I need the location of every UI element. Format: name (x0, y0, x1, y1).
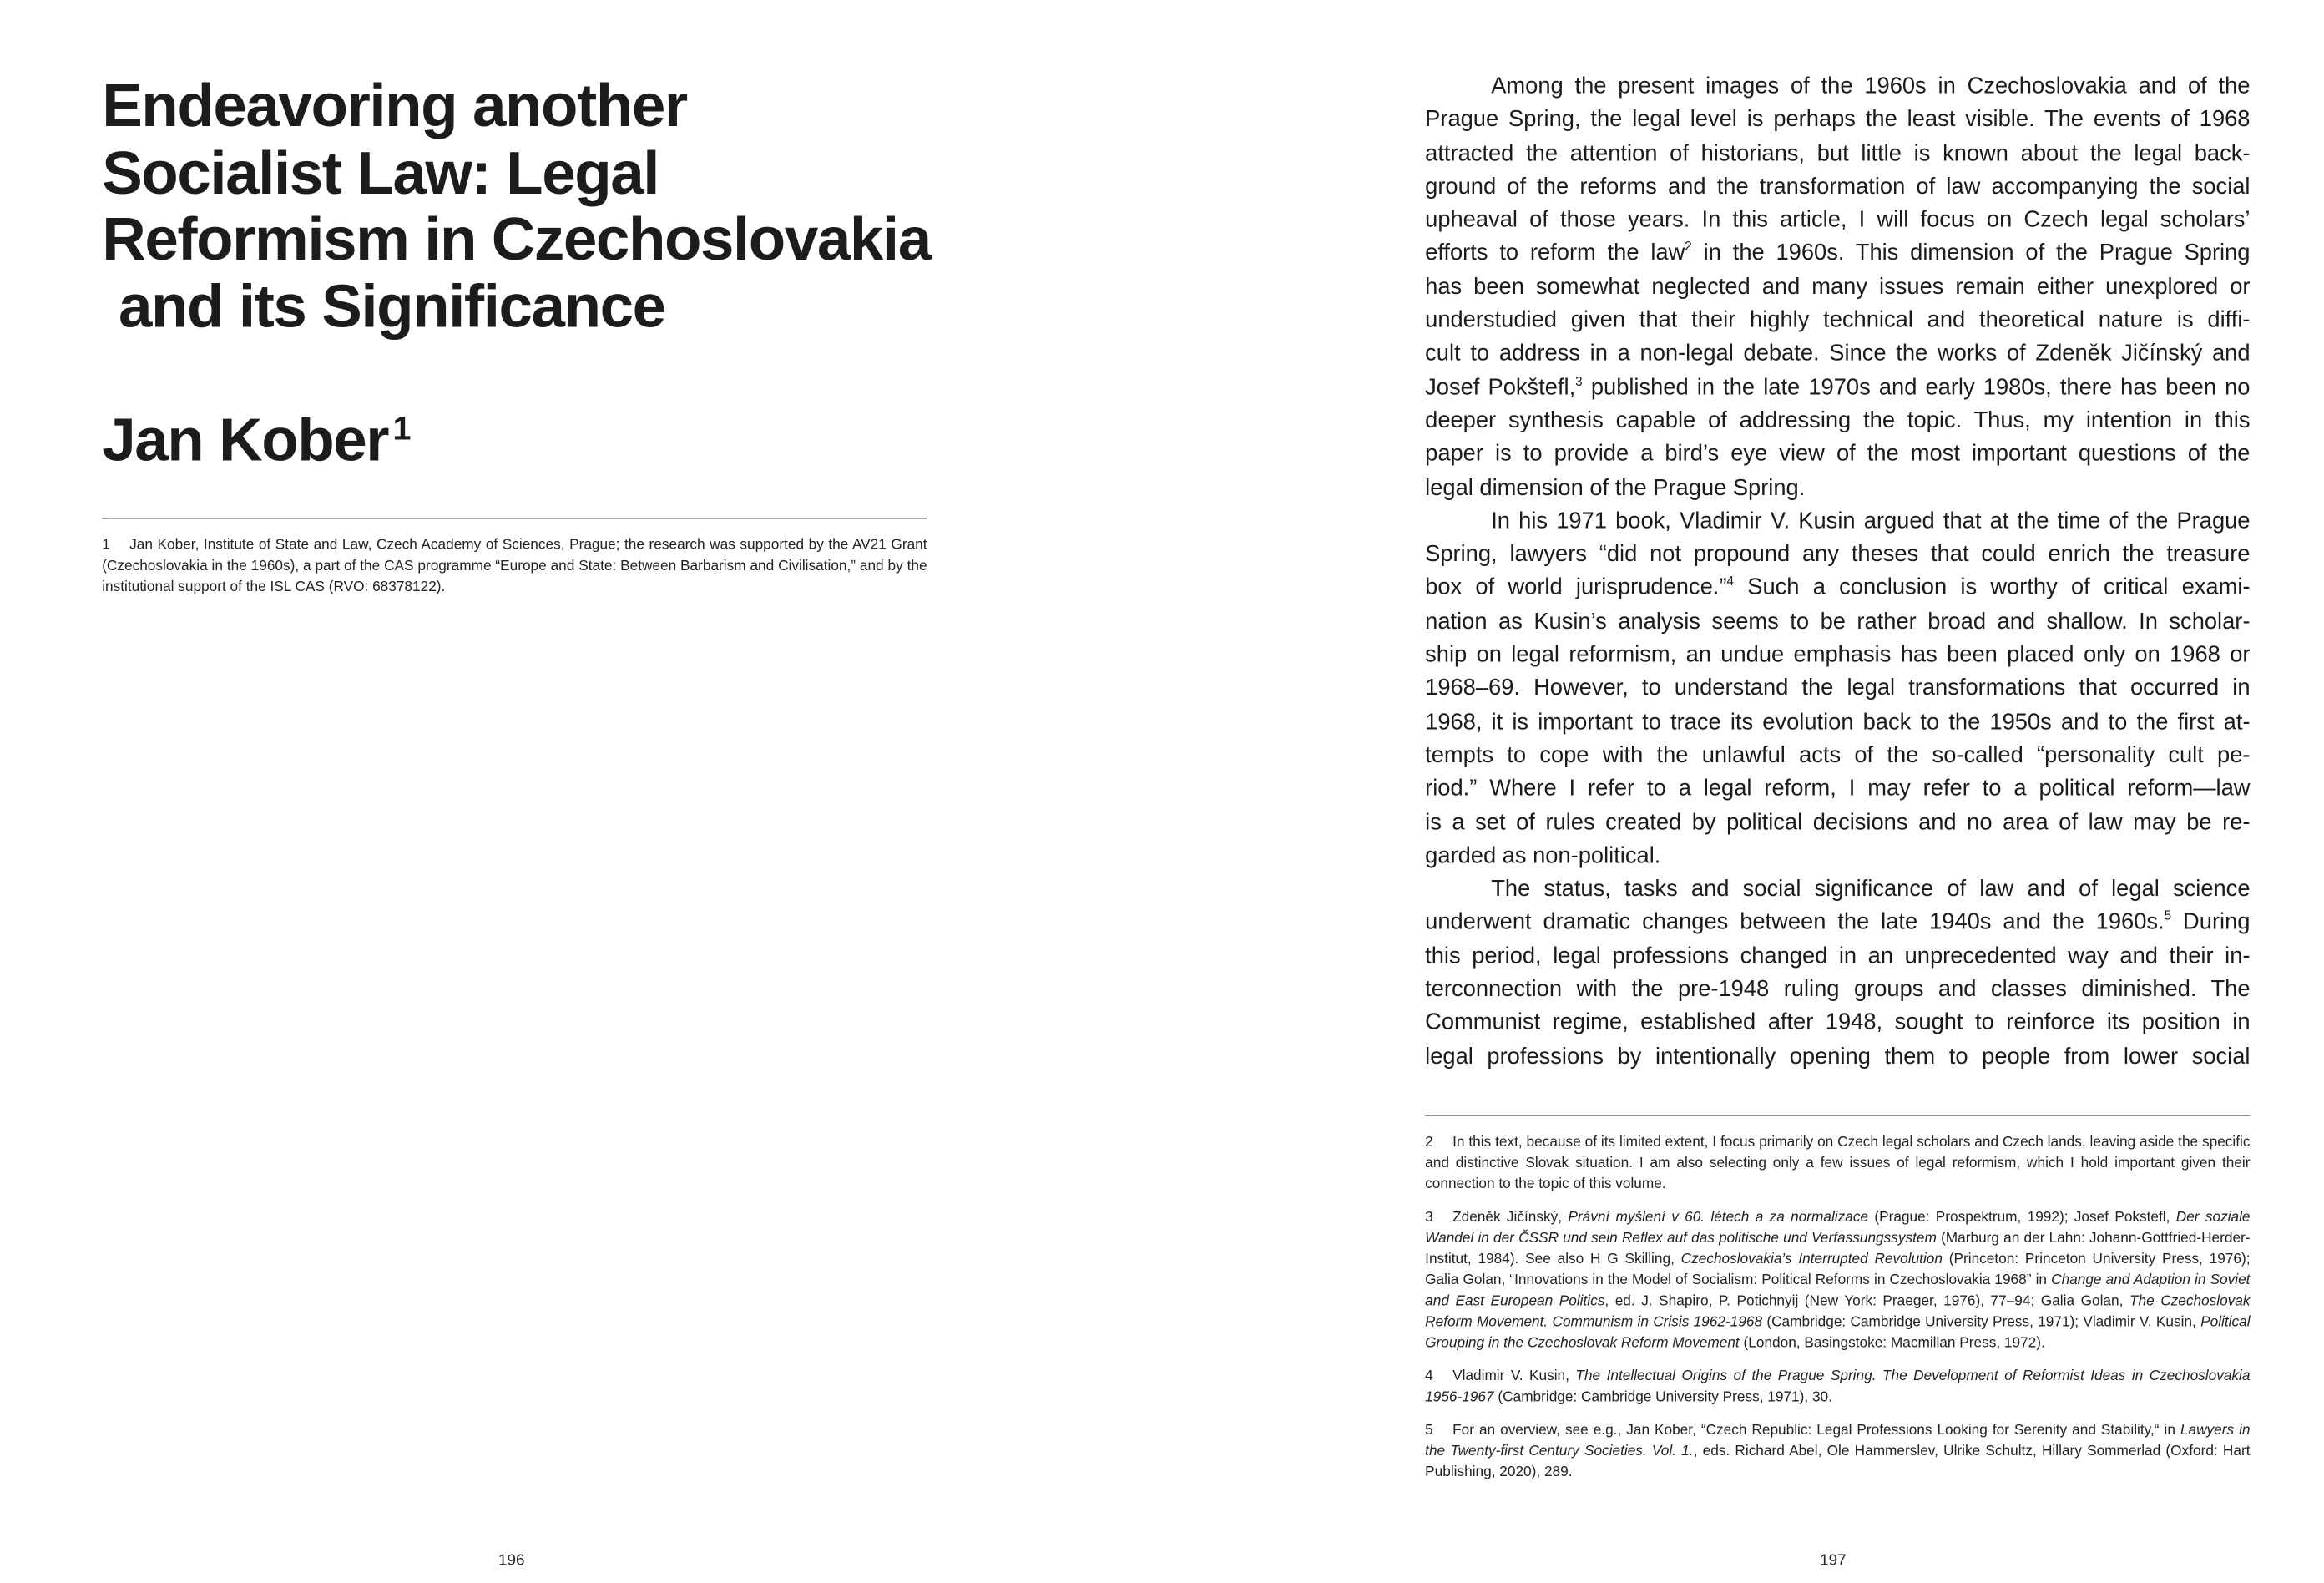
footnote-text: (Cambridge: Cambridge University Press, 1971); Vladimir V. Kusin, (1766, 1314, 2196, 1331)
footnote-number: 1 (102, 537, 110, 554)
footnote-ref-4[interactable]: 4 (1726, 574, 1734, 589)
citation-title: The Intellectual Origins of the Prague Spring. The Development of Reformist Ideas in Czechoslovakia 1956-1967 (1425, 1368, 2251, 1406)
footnotes (1425, 1133, 2250, 1496)
paragraph-3 (1425, 873, 2250, 1074)
text-line: paper is to provide a bird’s eye view of the most important questions of the (1425, 441, 2251, 468)
left-page (0, 0, 1161, 1583)
footnote-text: (Cambridge: Cambridge University Press, 1971), 30. (1498, 1389, 1832, 1406)
text-segment: box of world jurisprudence.” (1425, 575, 1727, 601)
footnote-text: , eds. Richard Abel, Ole Hammerslev, Ulrike Schultz, Hillary Sommerlad (Oxford: Hart Publishing, 2020), 289. (1425, 1443, 2251, 1481)
title-line: Endeavoring another (102, 70, 687, 140)
footnote-number: 2 (1425, 1134, 1433, 1151)
footnote-text: Jan Kober, Institute of State and Law, Czech Academy of Sciences, Prague; the research was supported by the AV21 Grant (Czechoslovakia in the 1960s), a part of the CAS programme “Europe and State: Between Barbarism and Civilisation,” and by the institutional support of the ISL CAS (RVO: 68378122). (102, 537, 927, 596)
footnote-1 (102, 536, 927, 599)
text-segment: Josef Pokštefl, (1425, 374, 1576, 401)
text-line: Among the present images of the 1960s in Czechoslovakia and of the (1491, 73, 2251, 99)
footnote-text: Vladimir V. Kusin, (1452, 1368, 1569, 1385)
footnote-5 (1425, 1421, 2250, 1484)
body-text (1425, 70, 2250, 1074)
text-line: Prague Spring, the legal level is perhaps the least visible. The events of 1968 (1425, 107, 2251, 133)
text-line (1425, 238, 2250, 271)
text-line: 1968, it is important to trace its evolution back to the 1950s and to the first at- (1425, 709, 2251, 735)
citation-title: Political Grouping in the Czechoslovak Reform Movement (1425, 1314, 2251, 1353)
text-line: cult to address in a non-legal debate. Since the works of Zdeněk Jičínský and (1425, 341, 2251, 367)
paragraph-1 (1425, 70, 2250, 505)
text-line: tempts to cope with the unlawful acts of the so-called “personality cult pe- (1425, 742, 2251, 768)
text-line: understudied given that their highly technical and theoretical nature is diffi- (1425, 307, 2251, 334)
text-line: riod.” Where I refer to a legal reform, I may refer to a political reform—law (1425, 776, 2251, 802)
footnote-ref-5[interactable]: 5 (2164, 908, 2172, 923)
text-line: terconnection with the pre-1948 ruling groups and classes diminished. The (1425, 976, 2251, 1003)
footnote-2 (1425, 1133, 2250, 1196)
text-line: 1968–69. However, to understand the legal transformations that occurred in (1425, 675, 2251, 701)
text-line: attracted the attention of historians, but little is known about the legal back- (1425, 140, 2251, 166)
text-segment: Such a conclusion is worthy of critical exami- (1747, 575, 2251, 601)
footnote-text: For an overview, see e.g., Jan Kober, “Czech Republic: Legal Professions Looking for Serenity and Stability,“ in (1452, 1422, 2175, 1439)
text-line: has been somewhat neglected and many issues remain either unexplored or (1425, 274, 2251, 301)
footnote-number: 4 (1425, 1368, 1433, 1385)
right-page (1161, 0, 2324, 1583)
text-segment: efforts to reform the law (1425, 240, 1685, 266)
text-line (1425, 372, 2250, 405)
article-title (102, 72, 957, 339)
text-line (1425, 907, 2250, 940)
text-line: ground of the reforms and the transformation of law accompanying the social (1425, 174, 2251, 200)
text-line: upheaval of those years. In this article, I will focus on Czech legal scholars’ (1425, 207, 2251, 233)
title-line: Socialist Law: Legal (102, 137, 659, 207)
page-number: 197 (1820, 1551, 1847, 1570)
footnote-text: , ed. J. Shapiro, P. Potichnyij (New York: Praeger, 1976), 77–94; Galia Golan, (1604, 1293, 2124, 1310)
footnote-text: Zdeněk Jičínský, (1452, 1209, 1563, 1226)
footnote-ref-3[interactable]: 3 (1575, 372, 1583, 388)
text-segment: During (2183, 909, 2251, 936)
footnote-text: (London, Basingstoke: Macmillan Press, 1972). (1743, 1335, 2045, 1353)
text-line: legal dimension of the Prague Spring. (1425, 474, 1806, 501)
text-segment: in the 1960s. This dimension of the Prague Spring (1703, 240, 2251, 266)
page-number: 196 (498, 1551, 525, 1570)
text-line: is a set of rules created by political decisions and no area of law may be re- (1425, 809, 2251, 836)
text-line: ship on legal reformism, an undue emphasis has been placed only on 1968 or (1425, 642, 2251, 668)
footnote-number: 5 (1425, 1422, 1433, 1439)
text-line: deeper synthesis capable of addressing the topic. Thus, my intention in this (1425, 407, 2251, 434)
text-line: The status, tasks and social significance of law and of legal science (1491, 876, 2251, 903)
footnote-4 (1425, 1367, 2250, 1409)
author-name (102, 402, 410, 488)
title-line: and its Significance (118, 271, 665, 341)
footnote-number: 3 (1425, 1209, 1433, 1226)
author-text: Jan Kober (102, 405, 389, 474)
text-line: Spring, lawyers “did not propound any theses that could enrich the treasure (1425, 541, 2251, 568)
title-line: Reformism in Czechoslovakia (102, 204, 931, 274)
citation-title: Lawyers in the Twenty-first Century Societies. Vol. 1. (1425, 1422, 2251, 1460)
text-line: garded as non-political. (1425, 842, 1661, 869)
footnote-3 (1425, 1208, 2250, 1355)
citation-title: The Czechoslovak Reform Movement. Communism in Crisis 1962-1968 (1425, 1293, 2251, 1331)
author-footnote-marker[interactable]: 1 (392, 409, 411, 448)
citation-title: Der soziale Wandel in der ČSSR und sein Reflex auf das politische und Verfassungssystem (1425, 1209, 2251, 1247)
text-line (1425, 572, 2250, 605)
footnote-text: (Marburg an der Lahn: Johann-Gottfried-Herder-Institut, 1984). See also H G Skilling, (1425, 1230, 2251, 1268)
text-segment: underwent dramatic changes between the late 1940s and the 1960s. (1425, 909, 2165, 936)
citation-title: Czechoslovakia’s Interrupted Revolution (1680, 1251, 1943, 1268)
footnote-divider (102, 518, 927, 519)
paragraph-2 (1425, 505, 2250, 873)
text-segment: published in the late 1970s and early 1980s, there has been no (1590, 374, 2251, 401)
citation-title: Change and Adaption in Soviet and East European Politics (1425, 1272, 2251, 1310)
footnote-text: (Prague: Prospektrum, 1992); Josef Pokstefl, (1874, 1209, 2170, 1226)
text-line: nation as Kusin’s analysis seems to be rather broad and shallow. In scholar- (1425, 609, 2251, 635)
text-line: In his 1971 book, Vladimir V. Kusin argued that at the time of the Prague (1491, 508, 2251, 534)
footnote-text: (Princeton: Princeton University Press, 1976); Galia Golan, “Innovations in the Model of Socialism: Political Reforms in Czechoslovakia 1968” in (1425, 1251, 2251, 1289)
text-line: this period, legal professions changed in an unprecedented way and their in- (1425, 943, 2251, 969)
text-line: Communist regime, established after 1948, sought to reinforce its position in (1425, 1009, 2251, 1036)
footnote-divider (1425, 1115, 2250, 1116)
footnote-ref-2[interactable]: 2 (1685, 239, 1692, 255)
citation-title: Právní myšlení v 60. létech a za normalizace (1568, 1209, 1869, 1226)
footnote-text: In this text, because of its limited extent, I focus primarily on Czech legal scholars and Czech lands, leaving aside the specific and distinctive Slovak situation. I am also selecting only a few issues of legal reformism, which I hold important given their connection to the topic of this volume. (1425, 1134, 2251, 1193)
text-line: legal professions by intentionally opening them to people from lower social (1425, 1044, 2251, 1070)
